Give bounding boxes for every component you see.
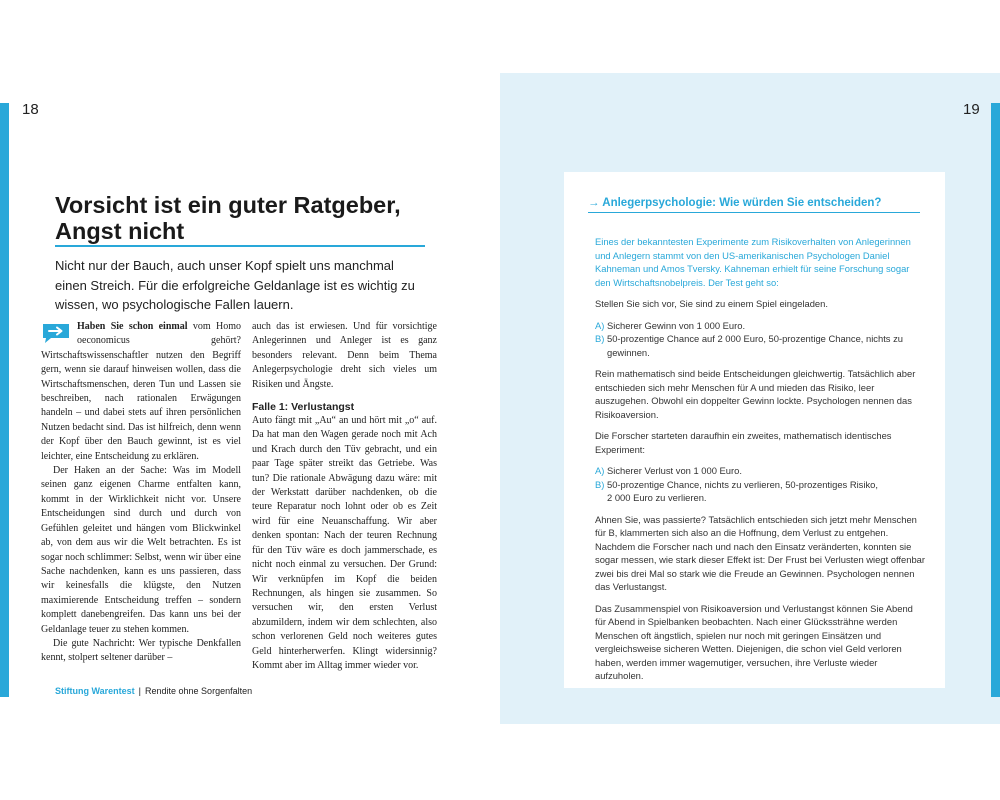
right-edge-bar bbox=[991, 103, 1000, 697]
option-text: Sicherer Verlust von 1 000 Euro. bbox=[604, 465, 742, 476]
body-paragraph-2: Der Haken an der Sache: Was im Modell seinen ganz eigenen Charme entfalten kann, kommt in der Wirklichkeit nicht vor. Unsere Entscheidungen sind durch und durch von Gefühlen geleitet und hängen vom Blickwinkel ab, von dem aus wir die Welt betrachten. Es ist sogar noch schlimmer: Selbst, wenn wir über eine Sache nachdenken, kann es uns passieren, dass wir keinesfalls die klügste, den Nutzen maximierende Entscheidung treffen – sondern komplett danebengreifen. Das kann uns bei der Geldanlage teuer zu stehen kommen. bbox=[41, 465, 241, 635]
option-label: B) bbox=[595, 333, 605, 344]
info-box-title: → Anlegerpsychologie: Wie würden Sie entscheiden? bbox=[588, 197, 920, 213]
option-label: B) bbox=[595, 478, 605, 490]
option-label: A) bbox=[595, 465, 605, 476]
info-box-intro: Eines der bekanntesten Experimente zum Risikoverhalten von Anlegerinnen und Anlegern stammt von den US-amerikanischen Psychologen Daniel Kahneman und Amos Tversky. Kahneman erhielt für seine Forschung sogar den Wirtschaftsnobelpreis. Der Test geht so: bbox=[595, 236, 911, 288]
intro-lead-in: Haben Sie schon einmal bbox=[77, 321, 188, 332]
footer-brand: Stiftung Warentest bbox=[55, 686, 135, 696]
page-number-left: 18 bbox=[22, 101, 39, 118]
article-lead: Nicht nur der Bauch, auch unser Kopf spielt uns manchmal einen Streich. Für die erfolgreiche Geldanlage ist es wichtig zu wissen, wo psychologische Fallen lauern. bbox=[55, 258, 415, 312]
experiment-2-option-a bbox=[595, 464, 925, 478]
experiment-1-options bbox=[595, 319, 925, 360]
subheading-verlustangst: Falle 1: Verlustangst bbox=[252, 401, 355, 414]
footer-book-title: Rendite ohne Sorgenfalten bbox=[145, 686, 253, 696]
info-box-paragraph-5: Das Zusammenspiel von Risikoaversion und Verlustangst können Sie Abend für Abend in Spielbanken beobachten. Nach einer Glückssträhne werden Menschen oft ängstlich, spielen nur noch mit geringen Einsätzen und vergleichsweise sicheren Wetten. Diejenigen, die schon viel Geld verloren haben, werden immer wagemutiger, versuchen, ihre Verluste wieder aufzuholen. bbox=[595, 602, 913, 681]
experiment-1-option-b-continued: gewinnen. bbox=[607, 346, 650, 358]
experiment-2-options bbox=[595, 464, 925, 505]
info-box bbox=[564, 172, 945, 688]
option-text: Sicherer Gewinn von 1 000 Euro. bbox=[604, 319, 746, 331]
info-box-paragraph-3: Die Forscher starteten daraufhin ein zweites, mathematisch identisches Experiment: bbox=[595, 430, 892, 455]
page-number-right: 19 bbox=[963, 101, 980, 118]
info-box-paragraph-4: Ahnen Sie, was passierte? Tatsächlich entschieden sich jetzt mehr Menschen für B, klammerten sich also an die Hoffnung, dem Verlust zu entgehen. Nachdem die Forscher nach und nach den Einsatz veränderten, konnten sie sogar messen, wie stark dieser Effekt ist: Der Frust bei Verlusten wiegt offenbar zwei bis drei Mal so stark wie die Freude an Gewinnen. Psychologen nennen das Verlustangst. bbox=[595, 513, 926, 592]
body-paragraph-3: Die gute Nachricht: Wer typische Denkfallen kennt, stolpert seltener darüber – bbox=[41, 637, 241, 664]
option-label: A) bbox=[595, 319, 605, 331]
footer-separator: | bbox=[138, 686, 142, 696]
info-box-body bbox=[595, 235, 925, 691]
experiment-1-option-a bbox=[595, 319, 925, 333]
body-column-right bbox=[252, 320, 437, 673]
intro-text: vom Homo oeconomicus gehört? Wirtschaftswissenschaftler nutzen den Begriff gern, wenn sie darauf hinweisen wollen, dass die Wirtschaftsmenschen, deren Tun und Lassen sie beschreiben, nach rationalen Erwägungen handeln – und dabei stets auf ihren persönlichen Nutzen bedacht sind. Das ist hilfreich, denn wenn der Kopf über den Bauch gewinnt, ist es viel leichter, eine Entscheidung zu erklären. bbox=[41, 321, 241, 462]
body-paragraph-5: Auto fängt mit „Au“ an und hört mit „o“ auf. Da hat man den Wagen gerade noch mit Ach und Krach durch den Tüv gebracht, und ein paar Tage später streikt das Getriebe. Was tun? Die rationale Abwägung dazu wäre: mit der Werkstatt darüber nachdenken, ob die teure Reparatur noch lohnt oder ob es Zeit wird für eine Neuanschaffung. Wir aber denken spontan: Nach der teuren Rechnung für den Tüv wäre es doch jammerschade, es nicht noch einmal zu versuchen. Der Grund: Wir verknüpfen im Kopf die beiden Rechnungen, als hingen sie zusammen. So versuchen wir, den ersten Verlust abzumildern, indem wir dem schlechten, also schon verlorenen Geld noch weiteres gutes Geld hinterherwerfen. Klingt widersinnig? Kommt aber im Alltag immer wieder vor. bbox=[252, 415, 437, 671]
option-text: 50-prozentige Chance, nichts zu verlieren, 50-prozentiges Risiko, bbox=[604, 478, 878, 490]
title-underline bbox=[55, 245, 425, 247]
intro-paragraph bbox=[41, 320, 241, 464]
body-column-left bbox=[41, 320, 241, 666]
article-title: Vorsicht ist ein guter Ratgeber, Angst nicht bbox=[55, 192, 401, 244]
info-box-paragraph-1: Stellen Sie sich vor, Sie sind zu einem Spiel eingeladen. bbox=[595, 298, 828, 309]
page-footer bbox=[55, 686, 252, 696]
body-paragraph-4: auch das ist erwiesen. Und für vorsichtige Anlegerinnen und Anleger ist es ganz besonders relevant. Denn beim Thema Anlegerpsychologie dreht sich vieles um Risiken und Ängste. bbox=[252, 321, 437, 390]
speech-arrow-icon bbox=[41, 322, 71, 344]
experiment-1-option-b bbox=[595, 332, 925, 346]
info-box-paragraph-2: Rein mathematisch sind beide Entscheidungen gleichwertig. Tatsächlich aber entschieden sich mehr Menschen für A und mieden das Risiko, leer auszugehen. Obwohl ein doppelter Gewinn lockte. Psychologen nennen das Risikoaversion. bbox=[595, 368, 916, 420]
experiment-2-option-b-continued: 2 000 Euro zu verlieren. bbox=[607, 492, 707, 503]
experiment-2-option-b bbox=[595, 478, 925, 492]
left-edge-bar bbox=[0, 103, 9, 697]
option-text: 50-prozentige Chance auf 2 000 Euro, 50-prozentige Chance, nichts zu bbox=[604, 333, 904, 344]
